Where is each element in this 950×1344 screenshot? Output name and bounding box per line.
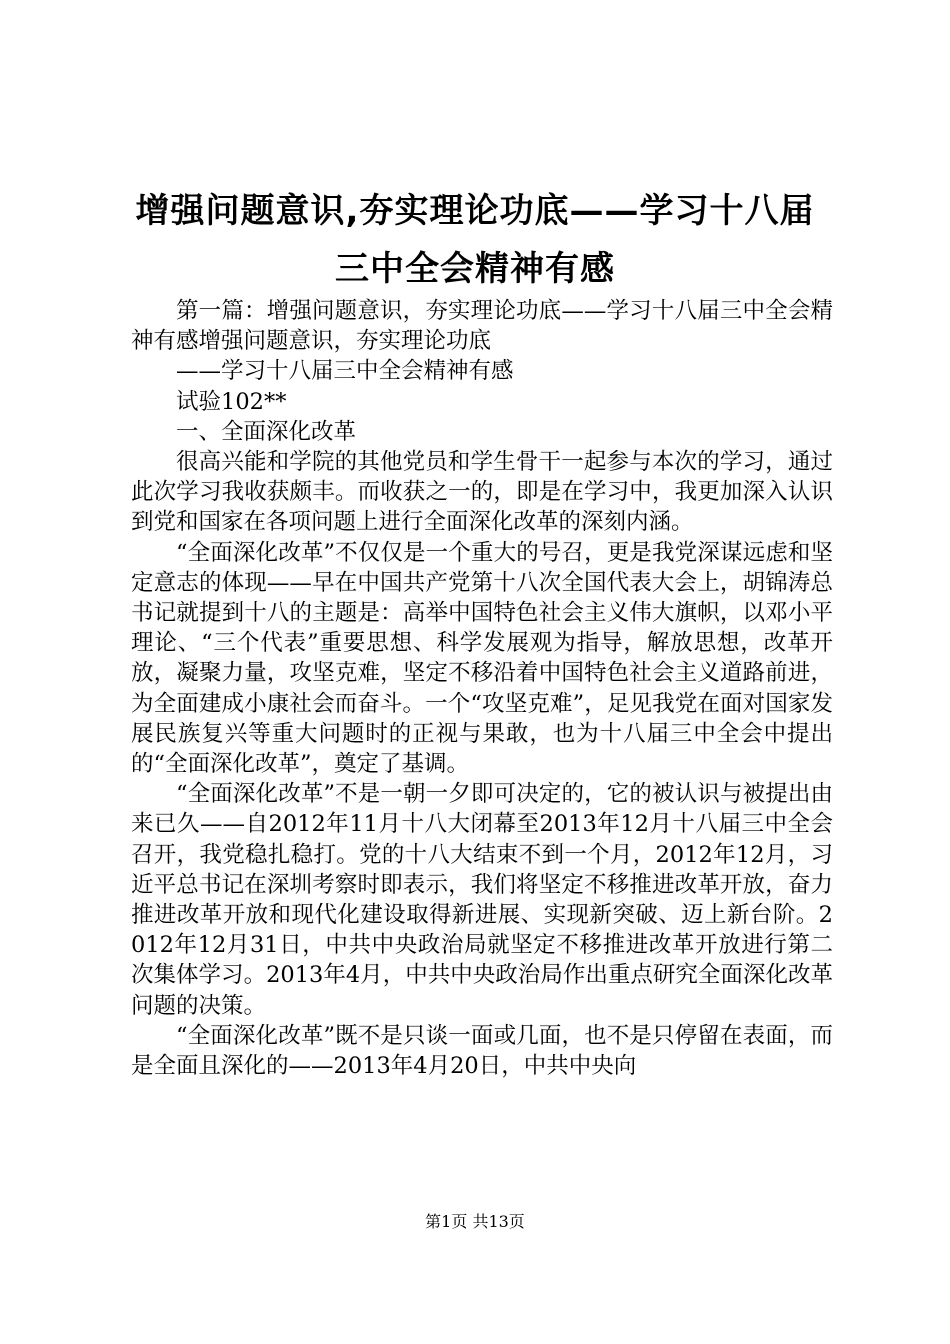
paragraph-intro: 第一篇：增强问题意识，夯实理论功底——学习十八届三中全会精神有感增强问题意识，夯实理论功底: [131, 298, 833, 355]
document-title-line-1: 增强问题意识,夯实理论功底——学习十八届: [135, 191, 815, 231]
section-heading: 一、全面深化改革: [176, 418, 357, 445]
paragraph: “全面深化改革”不仅仅是一个重大的号召，更是我党深谋远虑和坚定意志的体现——早在中国共产党第十八次全国代表大会上，胡锦涛总书记就提到十八的主题是：高举中国特色社会主义伟大旗帜，以邓小平理论、“三个代表”重要思想、科学发展观为指导，解放思想，改革开放，凝聚力量，攻坚克难，坚定不移沿着中国特色社会主义道路前进，为全面建成小康社会而奋斗。一个“攻坚克难”，足见我党在面对国家发展民族复兴等重大问题时的正视与果敢，也为十八届三中全会中提出的“全面深化改革”，奠定了基调。: [131, 539, 833, 778]
paragraph: “全面深化改革”不是一朝一夕即可决定的，它的被认识与被提出由来已久——自2012年11月十八大闭幕至2013年12月十八届三中全会召开，我党稳扎稳打。党的十八大结束不到一个月，2012年12月，习近平总书记在深圳考察时即表示，我们将坚定不移推进改革开放，奋力推进改革开放和现代化建设取得新进展、实现新突破、迈上新台阶。2012年12月31日，中共中央政治局就坚定不移推进改革开放进行第二次集体学习。2013年4月，中共中央政治局作出重点研究全面深化改革问题的决策。: [131, 781, 833, 1019]
paragraph: 很高兴能和学院的其他党员和学生骨干一起参与本次的学习，通过此次学习我收获颇丰。而收获之一的，即是在学习中，我更加深入认识到党和国家在各项问题上进行全面深化改革的深刻内涵。: [131, 449, 833, 536]
page-footer: 第1页 共13页: [425, 1212, 525, 1231]
document-title-line-2: 三中全会精神有感: [335, 249, 615, 289]
paragraph: “全面深化改革”既不是只谈一面或几面，也不是只停留在表面，而是全面且深化的——2013年4月20日，中共中央向: [131, 1022, 833, 1080]
paragraph-author: 试验102**: [176, 388, 287, 415]
paragraph-subtitle: ——学习十八届三中全会精神有感: [176, 358, 514, 385]
document-body: [131, 296, 833, 1081]
